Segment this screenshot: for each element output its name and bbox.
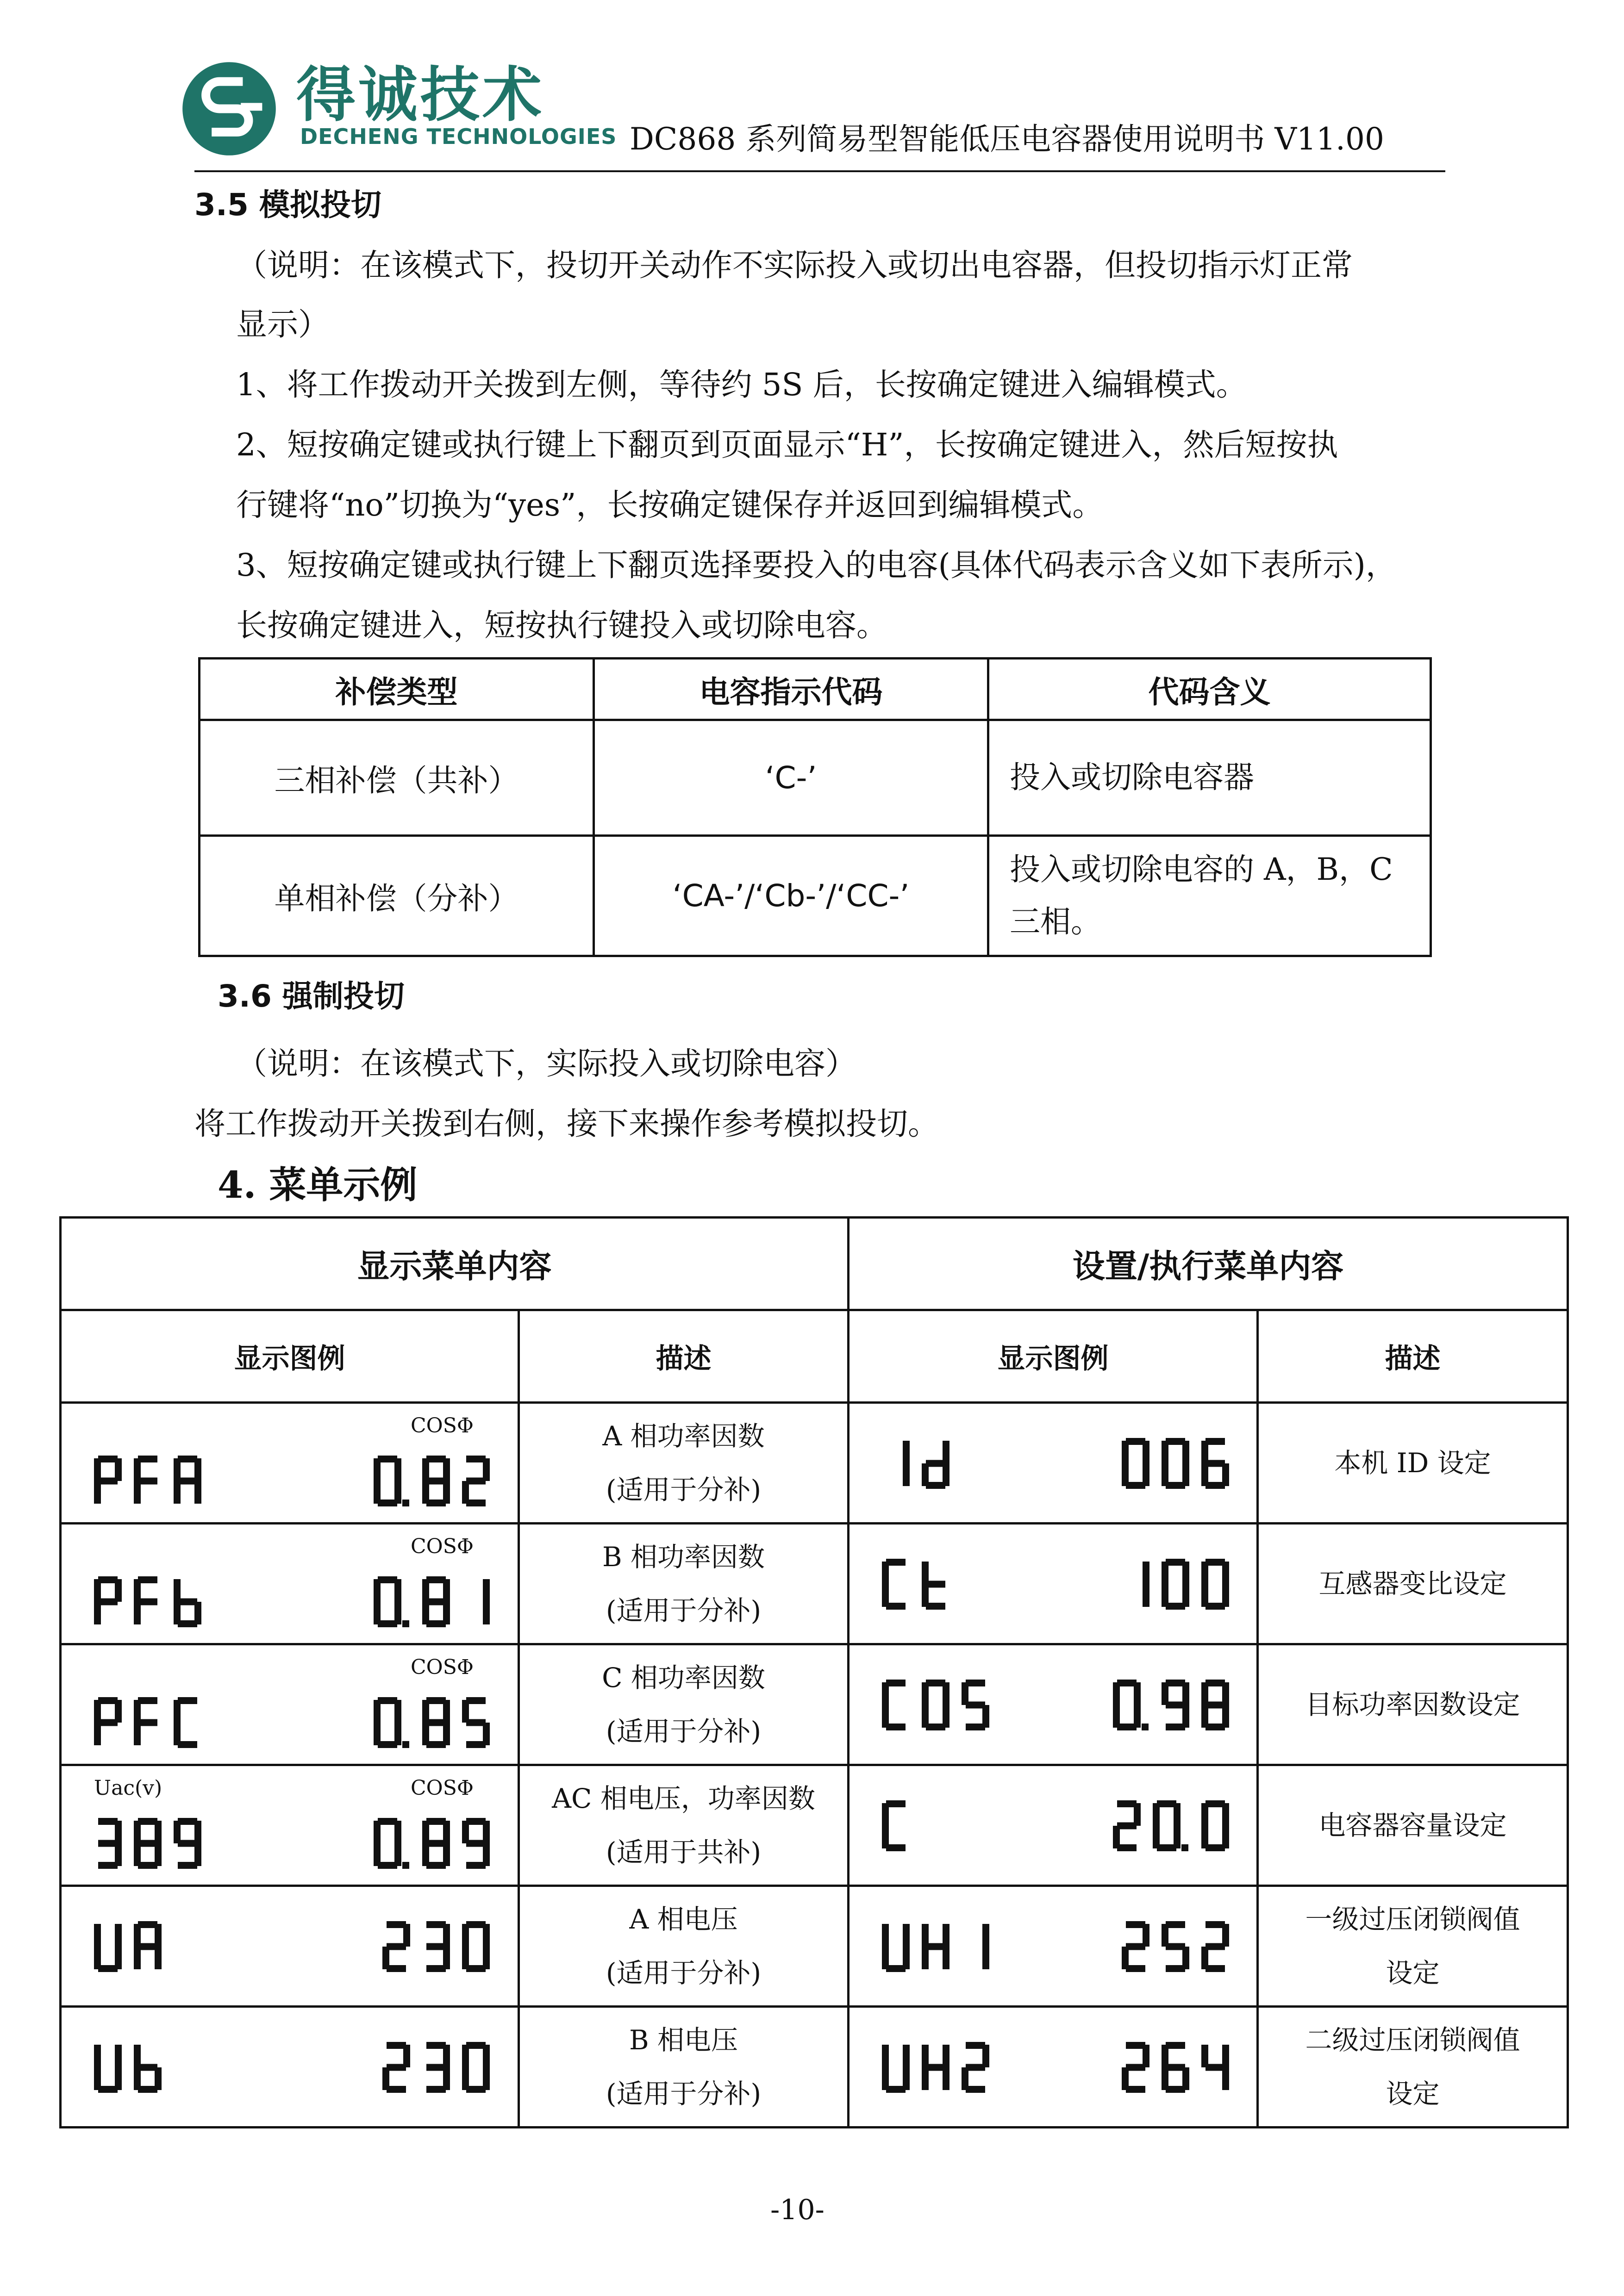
- display-example-left: [61, 1403, 519, 1524]
- table-row: [200, 836, 1431, 956]
- description-left: [519, 1524, 849, 1644]
- display-example-right: [849, 1765, 1258, 1886]
- description-line: (适用于分补): [606, 1595, 762, 1626]
- sec35-note-line2: 显示）: [236, 306, 329, 342]
- table-row: [61, 1765, 1568, 1886]
- table-row: [200, 720, 1431, 836]
- page-number: -10-: [770, 2194, 824, 2226]
- description-line: 二级过压闭锁阀值: [1305, 2024, 1520, 2056]
- segment-display: [849, 1766, 1256, 1885]
- sec36-instruction: 将工作拨动开关拨到右侧，接下来操作参考模拟投切。: [194, 1106, 939, 1142]
- sec35-step2-line1: 2、短按确定键或执行键上下翻页到页面显示“H”，长按确定键进入，然后短按执: [236, 427, 1338, 463]
- display-example-left: [61, 1886, 519, 2007]
- table1-cell-type: 三相补偿（共补）: [200, 720, 594, 836]
- section-3-5-title: 3.5 模拟投切: [194, 187, 381, 223]
- cos-phi-label: COSΦ: [411, 1414, 474, 1437]
- menu-example-table: [59, 1216, 1569, 2128]
- description-line: B 相电压: [629, 2024, 738, 2056]
- segment-display: [62, 1404, 518, 1522]
- display-example-right: [849, 1644, 1258, 1765]
- description-line: 本机 ID 设定: [1334, 1447, 1491, 1479]
- sec35-step2-line2: 行键将“no”切换为“yes”，长按确定键保存并返回到编辑模式。: [236, 487, 1104, 523]
- uac-label: Uac(v): [94, 1776, 162, 1800]
- meaning-line: 三相。: [1010, 903, 1101, 940]
- segment-display: [849, 1645, 1256, 1764]
- company-logo-icon: [181, 60, 278, 157]
- sec35-step1: 1、将工作拨动开关拨到左侧，等待约 5S 后，长按确定键进入编辑模式。: [236, 367, 1247, 403]
- description-line: AC 相电压，功率因数: [552, 1783, 815, 1814]
- brand-name-en: DECHENG TECHNOLOGIES: [300, 124, 617, 149]
- segment-display: [849, 1524, 1256, 1643]
- meaning-line: 投入或切除电容的 A，B，C: [1010, 852, 1393, 888]
- document-title: DC868 系列简易型智能低压电容器使用说明书 V11.00: [630, 121, 1384, 157]
- segment-display: [62, 1887, 518, 2005]
- sec36-note: （说明：在该模式下，实际投入或切除电容）: [236, 1045, 856, 1082]
- brand-name-cn: 得诚技术: [296, 61, 545, 130]
- description-line: 设定: [1386, 1957, 1440, 1989]
- display-example-right: [849, 1886, 1258, 2007]
- description-left: [519, 1765, 849, 1886]
- description-line: 一级过压闭锁阀值: [1305, 1904, 1520, 1935]
- cos-phi-label: COSΦ: [411, 1776, 474, 1800]
- description-line: (适用于分补): [606, 1716, 762, 1747]
- capacitor-code-table: [198, 657, 1432, 957]
- section-3-6-title: 3.6 强制投切: [218, 978, 405, 1014]
- header-settings-menu: 设置/执行菜单内容: [849, 1218, 1568, 1310]
- description-left: [519, 2007, 849, 2128]
- segment-display: [62, 2008, 518, 2126]
- description-right: [1258, 1765, 1568, 1886]
- description-line: (适用于分补): [606, 2078, 762, 2109]
- description-line: A 相功率因数: [602, 1420, 765, 1452]
- table1-header-meaning: 代码含义: [988, 659, 1431, 720]
- table1-cell-code: ‘C-’: [594, 720, 988, 836]
- segment-display: [849, 2008, 1256, 2126]
- table-row: [61, 2007, 1568, 2128]
- table1-cell-code: ‘CA-’/‘Cb-’/‘CC-’: [594, 836, 988, 956]
- subheader-desc-left: 描述: [519, 1310, 849, 1403]
- description-left: [519, 1886, 849, 2007]
- display-example-right: [849, 1403, 1258, 1524]
- table-row: [61, 1524, 1568, 1644]
- table1-cell-meaning: [988, 836, 1431, 956]
- table1-cell-type: 单相补偿（分补）: [200, 836, 594, 956]
- description-right: [1258, 1886, 1568, 2007]
- cos-phi-label: COSΦ: [411, 1655, 474, 1679]
- sec35-step3-line1: 3、短按确定键或执行键上下翻页选择要投入的电容(具体代码表示含义如下表所示)，: [236, 547, 1397, 583]
- display-example-right: [849, 1524, 1258, 1644]
- segment-display: [62, 1524, 518, 1643]
- section-4-title: 4. 菜单示例: [218, 1163, 418, 1207]
- table1-header-type: 补偿类型: [200, 659, 594, 720]
- segment-display: [849, 1404, 1256, 1522]
- segment-display: [849, 1887, 1256, 2005]
- description-line: 互感器变比设定: [1318, 1568, 1507, 1599]
- sec35-step3-line2: 长按确定键进入，短按执行键投入或切除电容。: [236, 607, 887, 643]
- description-line: A 相电压: [629, 1904, 738, 1935]
- description-line: (适用于共补): [606, 1836, 762, 1868]
- segment-display: [62, 1766, 518, 1885]
- header-display-menu: 显示菜单内容: [61, 1218, 849, 1310]
- table1-header-code: 电容指示代码: [594, 659, 988, 720]
- display-example-left: [61, 1644, 519, 1765]
- display-example-left: [61, 2007, 519, 2128]
- display-example-right: [849, 2007, 1258, 2128]
- table1-cell-meaning: [988, 720, 1431, 836]
- cos-phi-label: COSΦ: [411, 1535, 474, 1558]
- description-right: [1258, 1524, 1568, 1644]
- description-left: [519, 1403, 849, 1524]
- description-line: C 相功率因数: [602, 1662, 765, 1693]
- subheader-display-right: 显示图例: [849, 1310, 1258, 1403]
- description-line: B 相功率因数: [602, 1541, 765, 1573]
- description-right: [1258, 2007, 1568, 2128]
- description-line: (适用于分补): [606, 1474, 762, 1506]
- meaning-line: 投入或切除电容器: [1010, 759, 1254, 796]
- subheader-desc-right: 描述: [1258, 1310, 1568, 1403]
- table-row: [61, 1403, 1568, 1524]
- segment-display: [62, 1645, 518, 1764]
- description-right: [1258, 1403, 1568, 1524]
- description-left: [519, 1644, 849, 1765]
- description-line: 设定: [1386, 2078, 1440, 2109]
- table-row: [61, 1644, 1568, 1765]
- subheader-display-left: 显示图例: [61, 1310, 519, 1403]
- description-right: [1258, 1644, 1568, 1765]
- description-line: 电容器容量设定: [1318, 1810, 1507, 1841]
- display-example-left: [61, 1524, 519, 1644]
- description-line: 目标功率因数设定: [1305, 1689, 1520, 1720]
- sec35-note-line1: （说明：在该模式下，投切开关动作不实际投入或切出电容器，但投切指示灯正常: [236, 247, 1353, 283]
- header-divider: [194, 170, 1445, 172]
- description-line: (适用于分补): [606, 1957, 762, 1989]
- table-row: [61, 1886, 1568, 2007]
- display-example-left: [61, 1765, 519, 1886]
